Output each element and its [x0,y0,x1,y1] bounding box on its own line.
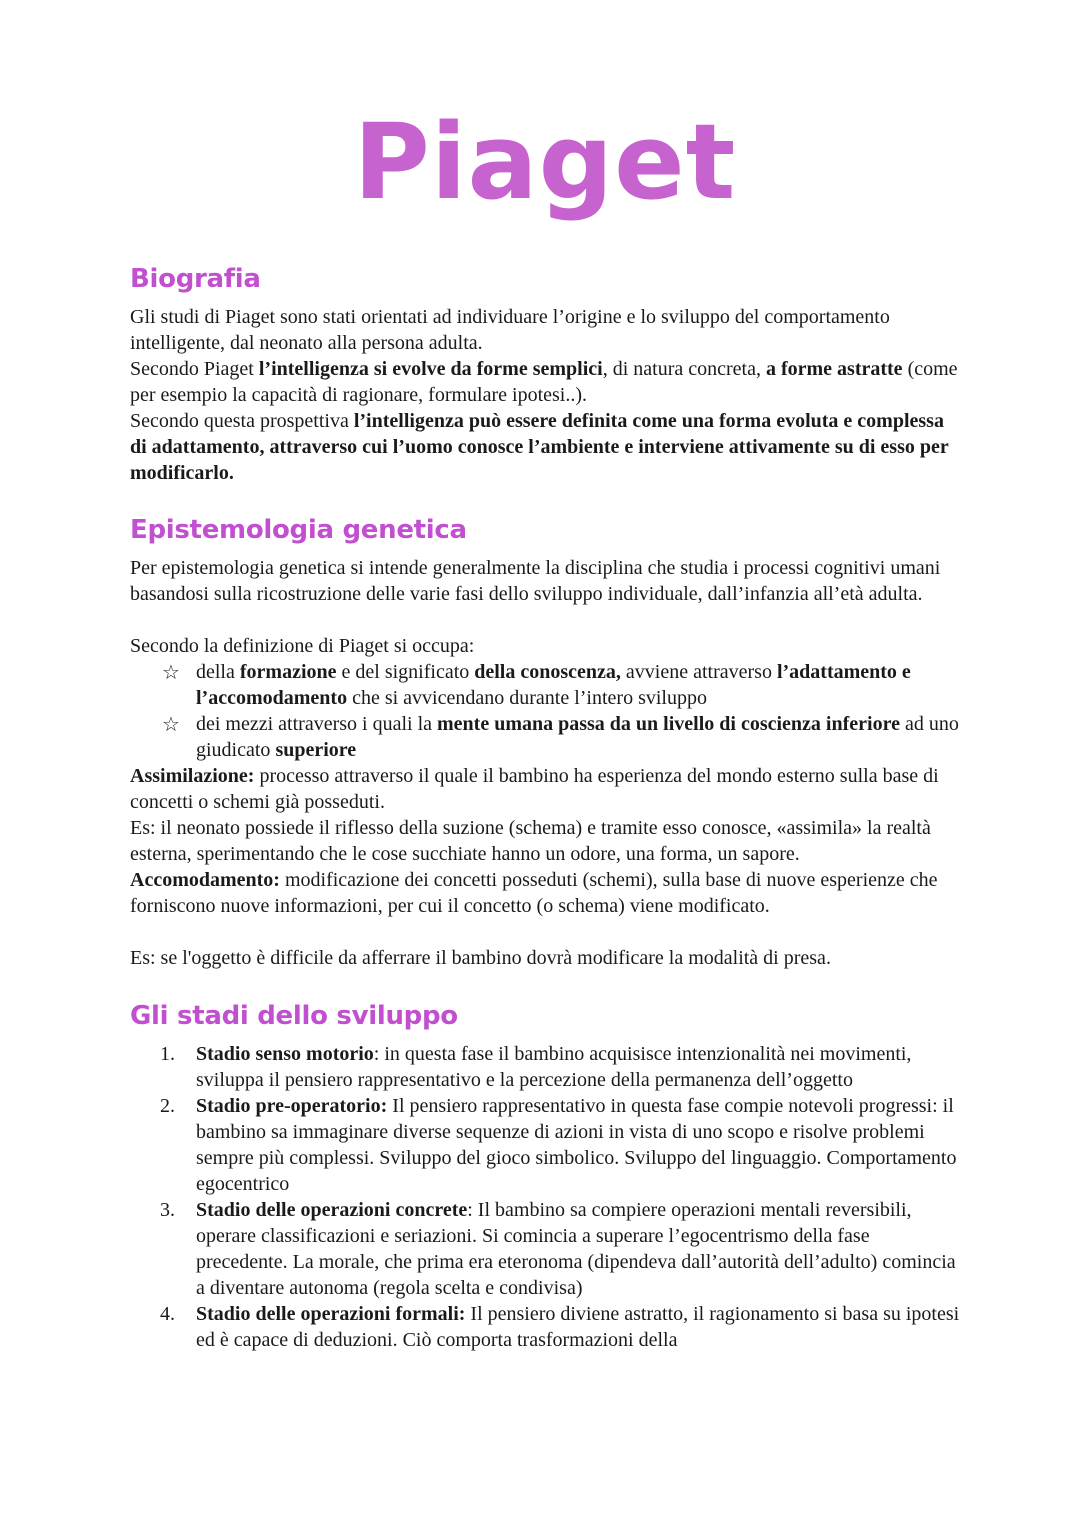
text-run: avviene attraverso [620,661,777,683]
assimilazione-paragraph [130,763,960,815]
list-number: 3. [160,1199,175,1221]
bold-run: l’intelligenza può essere definita come una forma evoluta e complessa di adattamento, attraverso cui l’uomo conosce l’ambiente e interviene attivamente su di esso per modificarlo. [130,410,949,484]
bold-run: mente umana passa da un livello di coscienza inferiore [437,713,900,735]
text-run: processo attraverso il quale il bambino ha esperienza del mondo esterno sulla base di concetti o schemi già posseduti. [130,765,939,813]
list-item [130,1093,960,1197]
biografia-paragraph-1: Gli studi di Piaget sono stati orientati ad individuare l’origine e lo sviluppo del comportamento intelligente, dal neonato alla persona adulta. [130,306,890,354]
text-run: (come per esempio la capacità di ragionare, formulare ipotesi..). [130,358,958,406]
stadi-numbered-list [130,1041,960,1353]
section-heading-stadi: Gli stadi dello sviluppo [130,1001,458,1031]
stage-label: Stadio delle operazioni formali: [196,1303,466,1325]
bold-run: formazione [239,661,337,683]
star-icon: ☆ [162,712,180,736]
stage-text: Il pensiero diviene astratto, il ragionamento si basa su ipotesi ed è capace di deduzioni. Ciò comporta trasformazioni della [196,1303,960,1351]
biografia-paragraph-2 [130,356,960,408]
epistemologia-paragraph-1: Per epistemologia genetica si intende generalmente la disciplina che studia i processi cognitivi umani basandosi sulla ricostruzione delle varie fasi dello sviluppo individuale, dall’infanzia all’età adulta. [130,557,941,605]
list-item [130,711,960,763]
page-title: Piaget [353,101,737,223]
list-item [130,1197,960,1301]
list-number: 4. [160,1303,175,1325]
section-heading-epistemologia: Epistemologia genetica [130,515,467,545]
epistemologia-bullet-list [130,659,960,763]
text-run: dei mezzi attraverso i quali la [196,713,438,735]
stage-label: Stadio pre-operatorio: [196,1095,388,1117]
star-icon: ☆ [162,660,180,684]
stage-label: Stadio senso motorio [196,1043,374,1065]
example-paragraph-2: Es: se l'oggetto è difficile da afferrare il bambino dovrà modificare la modalità di presa. [130,947,831,969]
text-run: Secondo questa prospettiva [130,410,354,432]
list-number: 1. [160,1043,175,1065]
biografia-paragraph-3 [130,408,960,486]
accomodamento-paragraph [130,867,960,919]
bold-run: l’intelligenza si evolve da forme semplici [258,358,603,380]
text-run: ad uno giudicato [196,713,959,761]
list-item [130,659,960,711]
list-item [130,1301,960,1353]
stage-text: Il pensiero rappresentativo in questa fase compie notevoli progressi: il bambino sa immaginare diverse sequenze di azioni in vista di uno scopo e risolve problemi sempre più complessi. Sviluppo del gioco simbolico. Sviluppo del linguaggio. Comportamento egocentrico [196,1095,957,1195]
stage-text: : in questa fase il bambino acquisisce intenzionalità nei movimenti, sviluppa il pensiero rappresentativo e la percezione della permanenza dell’oggetto [196,1043,912,1091]
text-run: che si avvicendano durante l’intero sviluppo [347,687,707,709]
section-heading-biografia: Biografia [130,264,261,294]
bold-run: a forme astratte [765,358,903,380]
text-run: Secondo Piaget [130,358,259,380]
text-run: , di natura concreta, [602,358,766,380]
bold-run: della conoscenza, [474,661,621,683]
text-run: e del significato [336,661,475,683]
list-number: 2. [160,1095,175,1117]
epistemologia-paragraph-2: Secondo la definizione di Piaget si occupa: [130,635,475,657]
stage-label: Stadio delle operazioni concrete [196,1199,468,1221]
stage-text: : Il bambino sa compiere operazioni mentali reversibili, operare classificazioni e seriazioni. Si comincia a superare l’egocentrismo della fase precedente. La morale, che prima era eteronoma (dipendeva dall’autorità dell’adulto) comincia a diventare autonoma (regola scelta e condivisa) [196,1199,956,1299]
bold-run: Accomodamento: [130,869,280,891]
bold-run: superiore [275,739,357,761]
text-run: modificazione dei concetti posseduti (schemi), sulla base di nuove esperienze che forniscono nuove informazioni, per cui il concetto (o schema) viene modificato. [130,869,938,917]
list-item [130,1041,960,1093]
text-run: della [196,661,240,683]
example-paragraph-1: Es: il neonato possiede il riflesso della suzione (schema) e tramite esso conosce, «assimila» la realtà esterna, sperimentando che le cose succhiate hanno un odore, una forma, un sapore. [130,817,931,865]
bold-run: Assimilazione: [130,765,255,787]
bold-run: l’adattamento e l’accomodamento [196,661,911,709]
